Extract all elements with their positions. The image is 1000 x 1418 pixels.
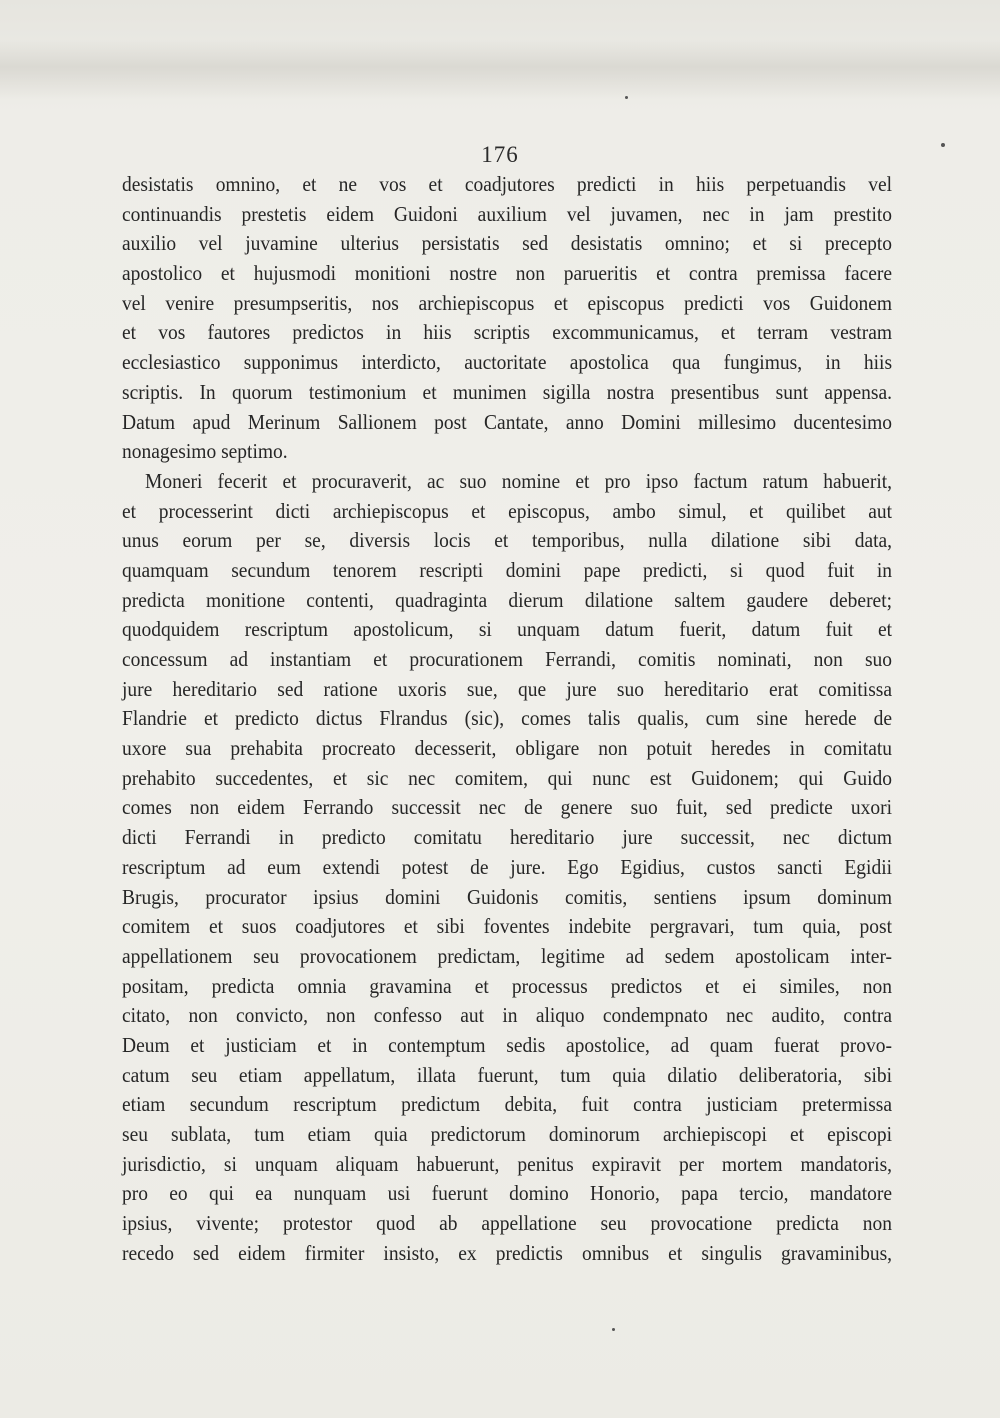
text-line: dicti Ferrandi in predicto comitatu hereditario jure successit, nec dictum [122, 825, 893, 850]
text-line: Brugis, procurator ipsius domini Guidonis comitis, sentiens ipsum dominum [122, 884, 893, 909]
text-line: ipsius, vivente; protestor quod ab appellatione seu provocatione predicta non [122, 1211, 893, 1236]
text-line: desistatis omnino, et ne vos et coadjutores predicti in hiis perpetuandis vel [122, 172, 893, 196]
text-line: Moneri fecerit et procuraverit, ac suo nomine et pro ipso factum ratum habuerit, [145, 468, 893, 493]
text-line: continuandis prestetis eidem Guidoni auxilium vel juvamen, nec in jam prestito [122, 201, 893, 226]
text-line: et processerint dicti archiepiscopus et episcopus, ambo simul, et quilibet aut [122, 498, 893, 523]
text-line: Deum et justiciam et in contemptum sedis apostolice, ad quam fuerat provo- [122, 1032, 893, 1057]
text-line: auxilio vel juvamine ulterius persistatis sed desistatis omnino; et si precepto [122, 231, 893, 256]
text-line: quodquidem rescriptum apostolicum, si unquam datum fuerit, datum fuit et [122, 617, 893, 642]
text-line: ecclesiasticо supponimus interdicto, auctoritate apostolica qua fungimus, in hiis [122, 350, 893, 375]
text-line: scriptis. In quorum testimonium et munimen sigilla nostra presentibus sunt appensa. [122, 379, 893, 404]
text-line: vel venire presumpseritis, nos archiepiscopus et episcopus predicti vos Guidonem [122, 290, 893, 315]
text-line: Flandrie et predicto dictus Flrandus (sic), comes talis qualis, cum sine herede de [122, 706, 893, 731]
text-line: positam, predicta omnia gravamina et processus predictos et ei similes, non [122, 973, 893, 998]
text-line: nonagesimo septimo. [122, 439, 288, 464]
text-line: jurisdictio, si unquam aliquam habuerunt, penitus expiravit per mortem mandatoris, [122, 1151, 893, 1176]
text-line: etiam secundum rescriptum predictum debita, fuit contra justiciam pretermissa [122, 1092, 893, 1117]
scan-speck [941, 143, 945, 147]
text-line: et vos fautores predictos in hiis scriptis excommunicamus, et terram vestram [122, 320, 893, 345]
text-line: appellationem seu provocationem predictam, legitime ad sedem apostolicam inter- [122, 943, 893, 968]
text-line: concessum ad instantiam et procurationem Ferrandi, comitis nominati, non suo [122, 647, 893, 671]
text-line: Datum apud Merinum Sallionem post Cantate, anno Domini millesimo ducentesimo [122, 409, 893, 434]
text-line: recedo sed eidem firmiter insisto, ex predictis omnibus et singulis gravaminibus, [122, 1240, 893, 1265]
scan-speck [625, 96, 628, 99]
text-line: prehabito succedentes, et sic nec comitem, qui nunc est Guidonem; qui Guido [122, 765, 893, 790]
text-line: catum seu etiam appellatum, illata fuerunt, tum quia dilatio deliberatoria, sibi [122, 1062, 893, 1087]
text-line: seu sublata, tum etiam quia predictorum dominorum archiepiscopi et episcopi [122, 1122, 893, 1146]
text-line: citato, non convicto, non confesso aut in aliquo condempnato nec audito, contra [122, 1003, 893, 1028]
text-line: apostolico et hujusmodi monitioni nostre non parueritis et contra premissa facere [122, 261, 893, 286]
text-line: quamquam secundum tenorem rescripti domini pape predicti, si quod fuit in [122, 557, 893, 582]
text-line: predicta monitione contenti, quadraginta dierum dilatione saltem gaudere deberet; [122, 587, 893, 612]
page-number: 176 [481, 142, 519, 167]
text-line: uxore sua prehabita procreato decesserit, obligare non potuit heredes in comitatu [122, 736, 893, 761]
scan-speck [612, 1328, 615, 1331]
text-line: pro eo qui ea nunquam usi fuerunt domino Honorio, papa tercio, mandatore [122, 1181, 893, 1206]
body-text [122, 170, 892, 1268]
text-line: unus eorum per se, diversis locis et temporibus, nulla dilatione sibi data, [122, 528, 893, 553]
text-line: comitem et suos coadjutores et sibi foventes indebite pergravari, tum quia, post [122, 914, 893, 939]
text-line: rescriptum ad eum extendi potest de jure. Ego Egidius, custos sancti Egidii [122, 854, 893, 879]
text-line: comes non eidem Ferrando successit nec de genere suo fuit, sed predicte uxori [122, 795, 893, 820]
scan-shadow [0, 40, 1000, 100]
text-line: jure hereditario sed ratione uxoris sue, que jure suo hereditario erat comitissa [122, 676, 893, 701]
